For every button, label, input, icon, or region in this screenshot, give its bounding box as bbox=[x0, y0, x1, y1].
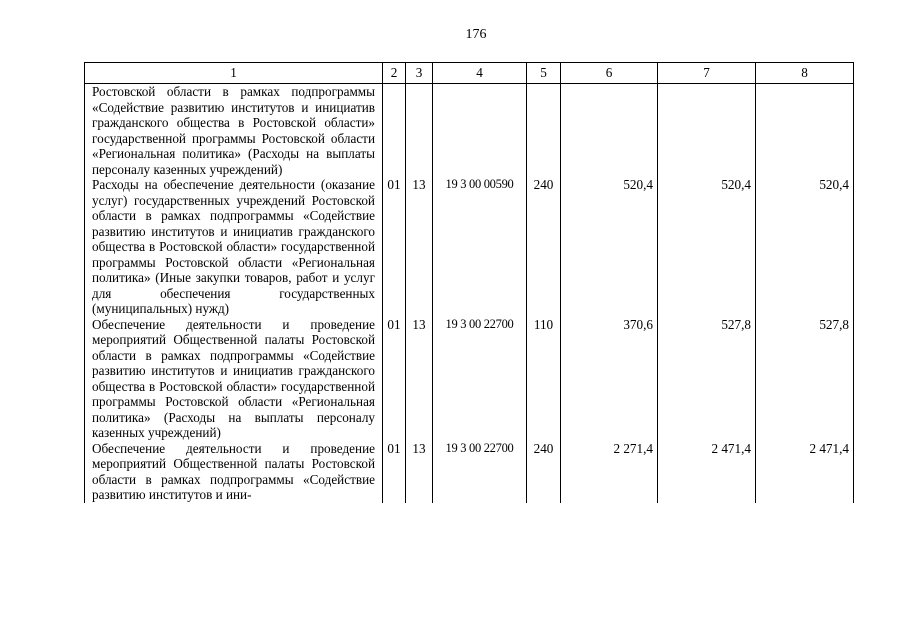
target-article-code bbox=[433, 84, 527, 178]
header-col-3: 3 bbox=[406, 63, 433, 84]
subsection-code: 13 bbox=[406, 177, 433, 317]
table-row bbox=[85, 441, 854, 503]
header-col-1: 1 bbox=[85, 63, 383, 84]
amount-year-3 bbox=[756, 84, 854, 178]
section-code: 01 bbox=[383, 441, 406, 503]
expense-type-code: 240 bbox=[527, 441, 561, 503]
expense-type-code: 240 bbox=[527, 177, 561, 317]
amount-year-2: 527,8 bbox=[658, 317, 756, 441]
amount-year-1: 520,4 bbox=[561, 177, 658, 317]
target-article-code: 19 3 00 22700 bbox=[433, 441, 527, 503]
amount-year-1 bbox=[561, 84, 658, 178]
header-col-5: 5 bbox=[527, 63, 561, 84]
description-text: Обеспечение деятельности и проведение мероприятий Общественной палаты Ростовской области в рамках подпрограммы «Содействие развитию институтов и ини- bbox=[92, 440, 375, 502]
row-description bbox=[85, 177, 383, 317]
table-row bbox=[85, 84, 854, 178]
amount-year-3: 2 471,4 bbox=[756, 441, 854, 503]
page-number: 176 bbox=[465, 27, 487, 42]
table-row bbox=[85, 317, 854, 441]
amount-year-3: 527,8 bbox=[756, 317, 854, 441]
section-code: 01 bbox=[383, 177, 406, 317]
header-col-4: 4 bbox=[433, 63, 527, 84]
header-col-8: 8 bbox=[756, 63, 854, 84]
row-description bbox=[85, 441, 383, 503]
header-col-7: 7 bbox=[658, 63, 756, 84]
description-text: Расходы на обеспечение деятельности (оказание услуг) государственных учреждений Ростовской области в рамках подпрограммы «Содействие развитию институтов и инициатив гражданского общества в Ростовской области» государственной программы Ростовской области «Региональная политика» (Иные закупки товаров, работ и услуг для обеспечения государственных (муниципальных) нужд) bbox=[92, 177, 375, 316]
description-text: Обеспечение деятельности и проведение мероприятий Общественной палаты Ростовской области в рамках подпрограммы «Содействие развитию институтов и инициатив гражданского общества в Ростовской области» государственной программы Ростовской области «Региональная политика» (Расходы на выплаты персоналу казенных учреждений) bbox=[92, 316, 375, 440]
expense-type-code bbox=[527, 84, 561, 178]
row-description bbox=[85, 317, 383, 441]
expense-type-code: 110 bbox=[527, 317, 561, 441]
header-col-2: 2 bbox=[383, 63, 406, 84]
amount-year-1: 2 271,4 bbox=[561, 441, 658, 503]
row-description bbox=[85, 84, 383, 178]
subsection-code bbox=[406, 84, 433, 178]
description-text: Ростовской области в рамках подпрограммы «Содействие развитию институтов и инициатив гражданского общества в Ростовской области» государственной программы Ростовской области «Региональная политика» (Расходы на выплаты персоналу казенных учреждений) bbox=[92, 84, 375, 177]
amount-year-2 bbox=[658, 84, 756, 178]
budget-table bbox=[84, 62, 854, 503]
section-code: 01 bbox=[383, 317, 406, 441]
amount-year-3: 520,4 bbox=[756, 177, 854, 317]
section-code bbox=[383, 84, 406, 178]
amount-year-1: 370,6 bbox=[561, 317, 658, 441]
target-article-code: 19 3 00 00590 bbox=[433, 177, 527, 317]
subsection-code: 13 bbox=[406, 317, 433, 441]
header-col-6: 6 bbox=[561, 63, 658, 84]
header-row bbox=[85, 63, 854, 84]
subsection-code: 13 bbox=[406, 441, 433, 503]
amount-year-2: 2 471,4 bbox=[658, 441, 756, 503]
amount-year-2: 520,4 bbox=[658, 177, 756, 317]
target-article-code: 19 3 00 22700 bbox=[433, 317, 527, 441]
table-row bbox=[85, 177, 854, 317]
